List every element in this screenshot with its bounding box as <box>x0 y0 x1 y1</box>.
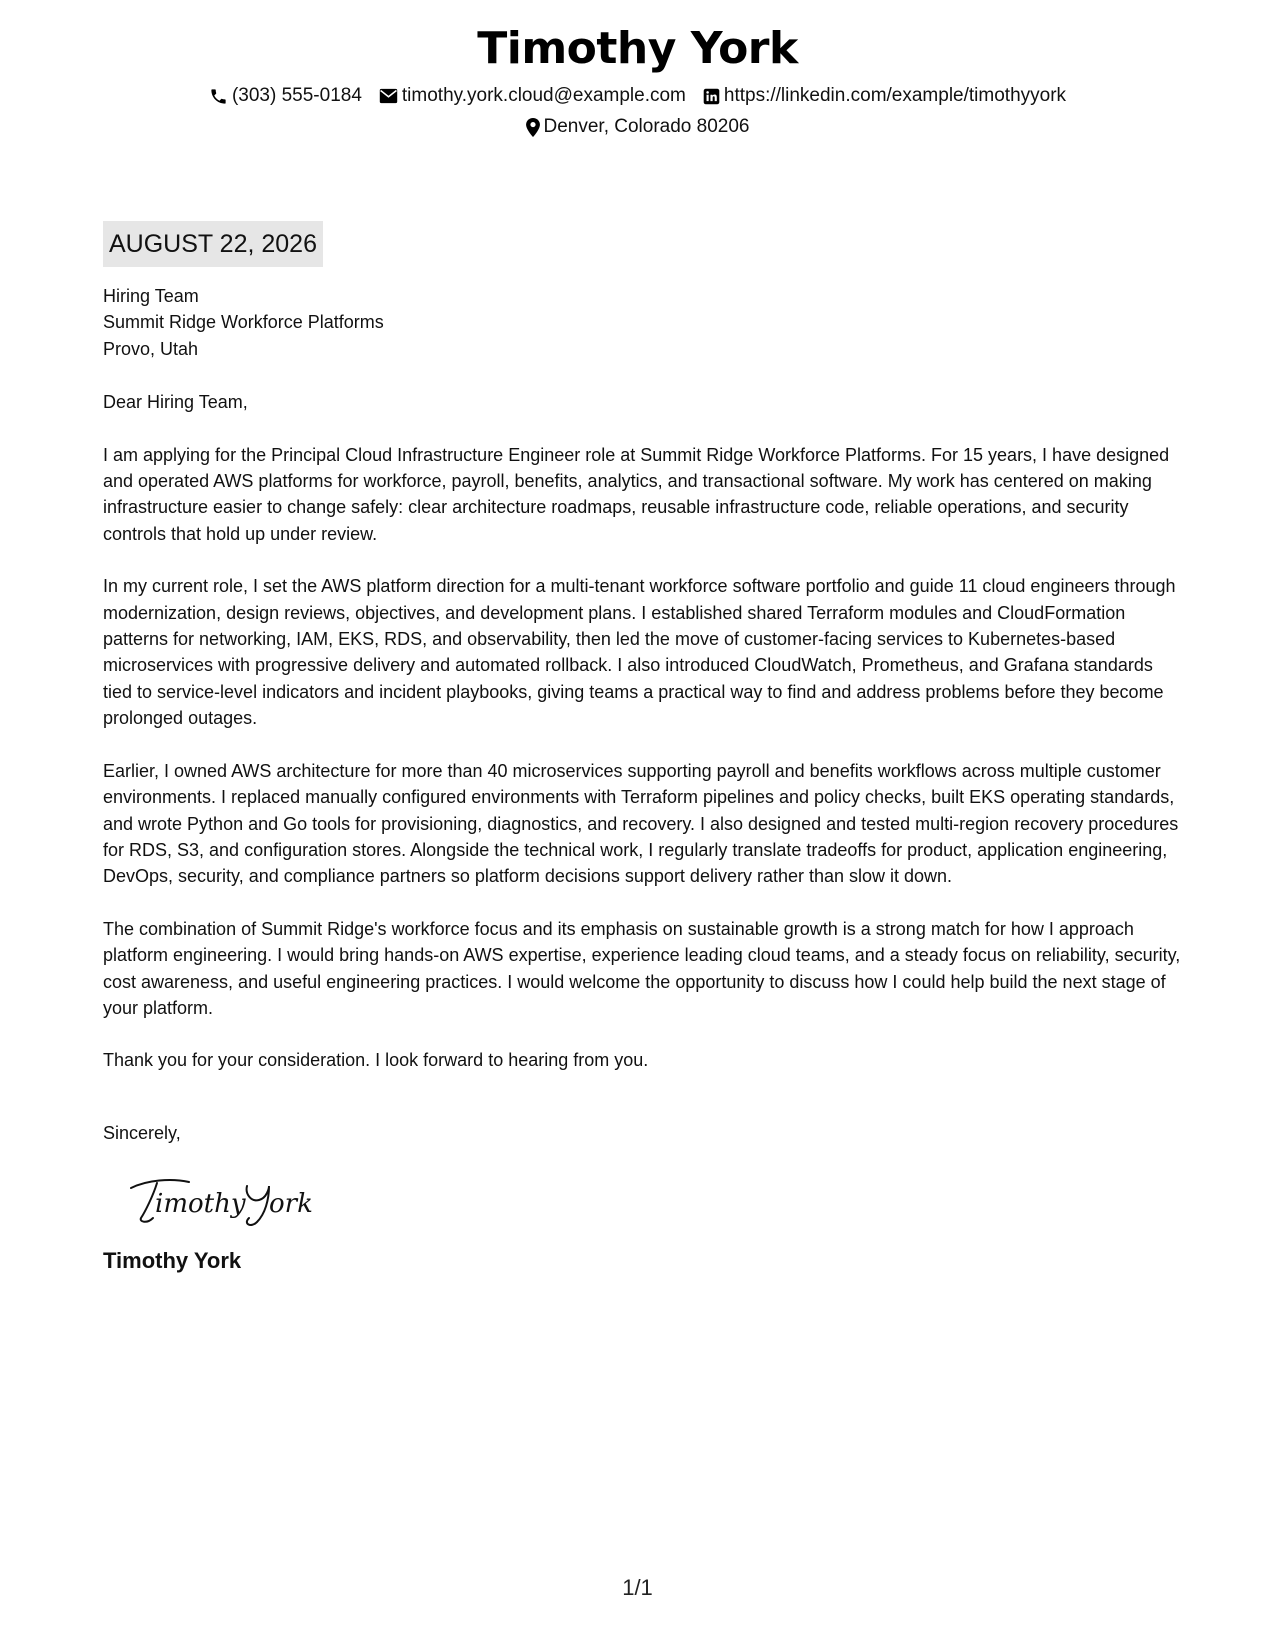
paragraph-fit: The combination of Summit Ridge's workforce focus and its emphasis on sustainable growth is a strong match for how I approach platform engineering. I would bring hands-on AWS expertise, experience leading cloud teams, and a steady focus on reliability, security, cost awareness, and useful engineering practices. I would welcome the opportunity to discuss how I could help build the next stage of your platform. <box>103 918 1181 1018</box>
closing: Sincerely, <box>103 1122 181 1143</box>
location-row <box>0 114 1275 140</box>
contact-linkedin[interactable] <box>703 83 1066 109</box>
letter-date: AUGUST 22, 2026 <box>103 221 323 267</box>
map-pin-icon <box>526 118 540 137</box>
linkedin-text: https://linkedin.com/example/timothyyork <box>723 85 1067 106</box>
paragraph-thanks: Thank you for your consideration. I look forward to hearing from you. <box>103 1050 649 1071</box>
recipient-company: Summit Ridge Workforce Platforms <box>103 312 384 333</box>
email-text: timothy.york.cloud@example.com <box>401 85 686 106</box>
page-number: 1/1 <box>622 1575 653 1600</box>
svg-text:imothy: imothy <box>155 1189 246 1220</box>
letter-body <box>103 221 1183 1276</box>
contact-row <box>0 83 1275 109</box>
letter-header <box>0 20 1275 140</box>
salutation: Dear Hiring Team, <box>103 392 248 413</box>
linkedin-icon <box>703 88 720 105</box>
recipient-block <box>103 283 1183 362</box>
signed-name: Timothy York <box>103 1248 242 1274</box>
contact-location <box>526 114 750 140</box>
paragraph-current-role: In my current role, I set the AWS platform direction for a multi-tenant workforce software portfolio and guide 11 cloud engineers through modernization, design reviews, objectives, and development plans. I established shared Terraform modules and CloudFormation patterns for networking, IAM, EKS, RDS, and observability, then led the move of customer-facing services to Kubernetes-based microservices with progressive delivery and automated rollback. I also introduced CloudWatch, Prometheus, and Grafana standards tied to service-level indicators and incident playbooks, giving teams a practical way to find and address problems before they become prolonged outages. <box>103 576 1176 729</box>
paragraph-intro: I am applying for the Principal Cloud Infrastructure Engineer role at Summit Ridge Workforce Platforms. For 15 years, I have designed and operated AWS platforms for workforce, payroll, benefits, analytics, and transactional software. My work has centered on making infrastructure easier to change safely: clear architecture roadmaps, reusable infrastructure code, reliable operations, and security controls that hold up under review. <box>103 444 1170 544</box>
paragraph-earlier-role: Earlier, I owned AWS architecture for more than 40 microservices supporting payroll and benefits workflows across multiple customer environments. I replaced manually configured environments with Terraform pipelines and policy checks, built EKS operating standards, and wrote Python and Go tools for provisioning, diagnostics, and recovery. I also designed and tested multi-region recovery procedures for RDS, S3, and configuration stores. Alongside the technical work, I regularly translate tradeoffs for product, application engineering, DevOps, security, and compliance partners so platform decisions support delivery rather than slow it down. <box>103 760 1179 887</box>
recipient-line: Hiring Team <box>103 286 199 306</box>
recipient-location: Provo, Utah <box>103 338 199 359</box>
location-text: Denver, Colorado 80206 <box>543 116 750 137</box>
contact-email[interactable] <box>379 83 686 109</box>
handwritten-signature <box>127 1174 1183 1230</box>
contact-phone <box>209 83 362 109</box>
phone-icon <box>209 87 228 106</box>
phone-text: (303) 555-0184 <box>231 85 362 106</box>
svg-text:ork: ork <box>269 1189 313 1220</box>
envelope-icon <box>379 88 398 104</box>
applicant-name: Timothy York <box>477 23 798 74</box>
